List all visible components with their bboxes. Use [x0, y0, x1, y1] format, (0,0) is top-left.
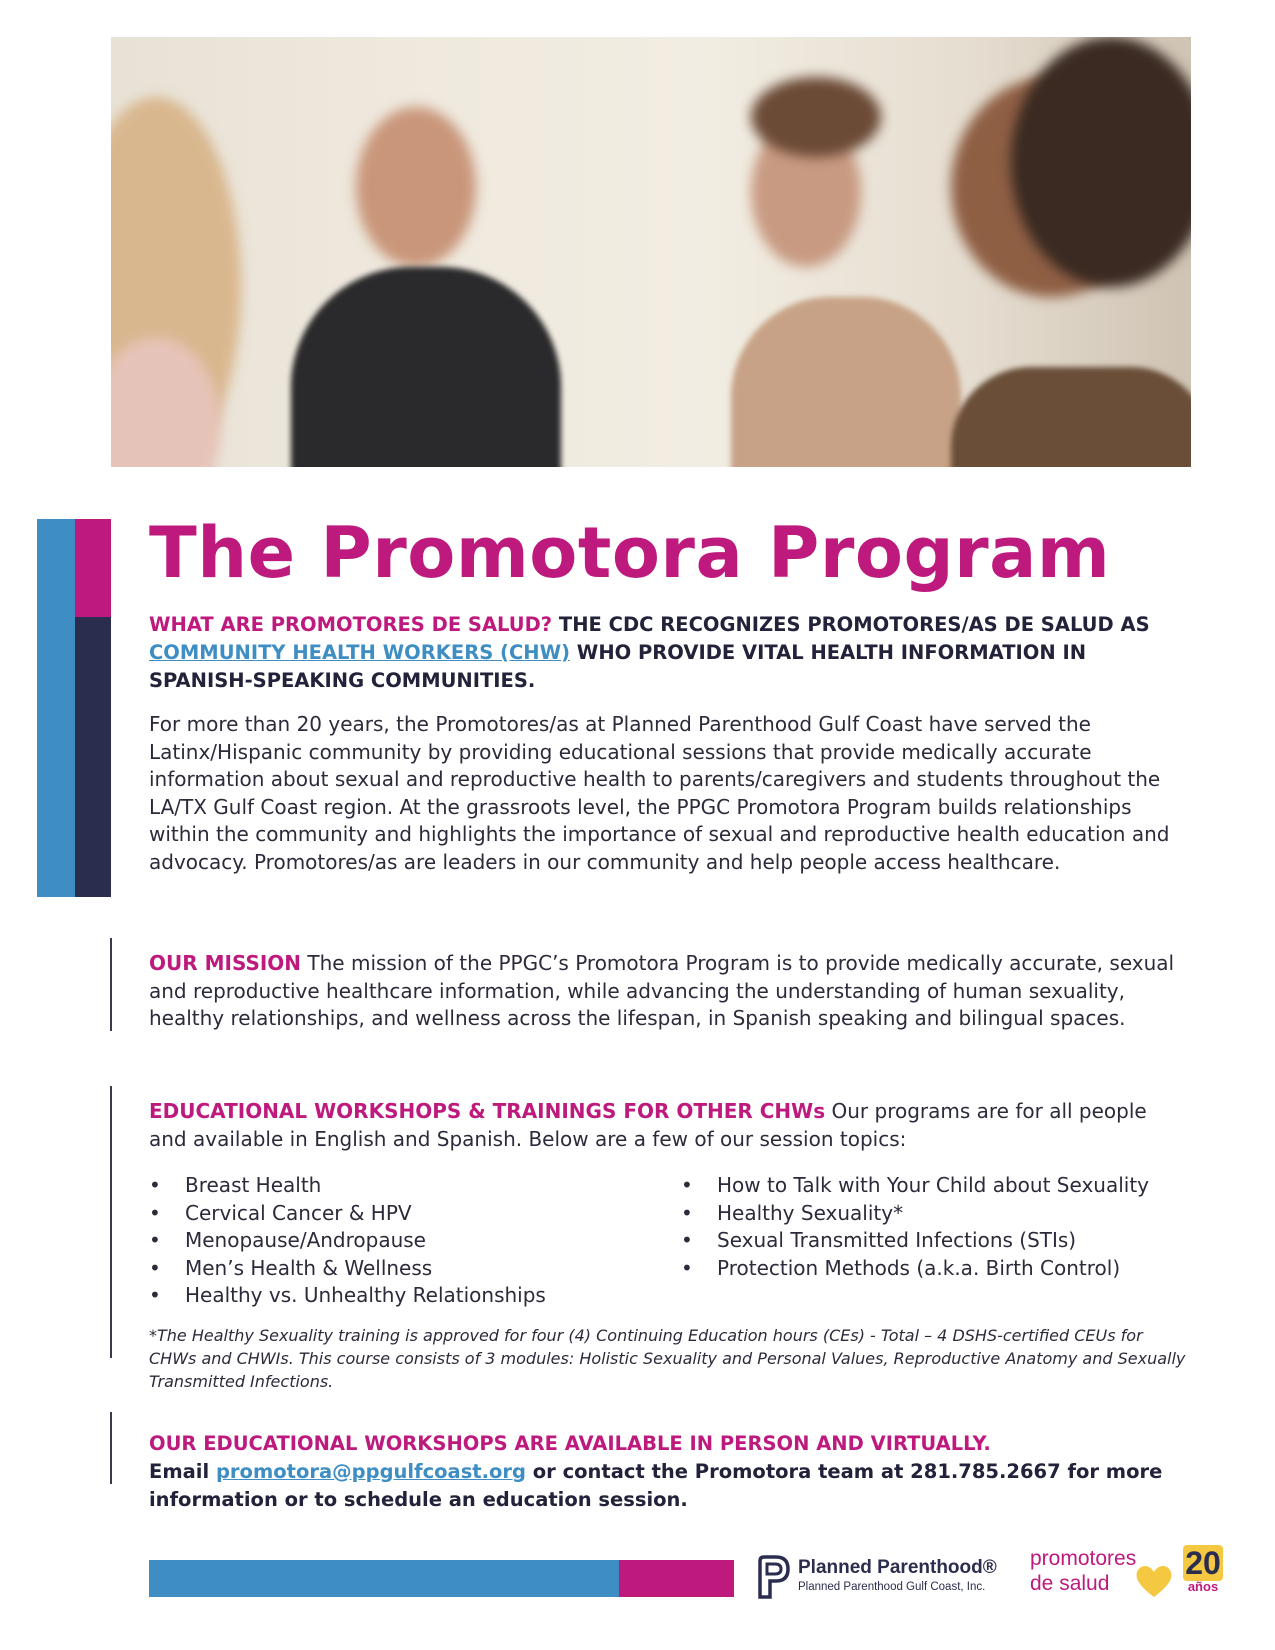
- anniversary-badge: [1178, 1546, 1228, 1606]
- hero-photo: [111, 37, 1191, 467]
- list-item: • Protection Methods (a.k.a. Birth Control): [681, 1255, 1149, 1283]
- anniversary-word: años: [1187, 1579, 1219, 1594]
- promotores-de-salud-logo: [1030, 1547, 1180, 1607]
- intro-question: WHAT ARE PROMOTORES DE SALUD?: [149, 613, 553, 636]
- ps-line2: de salud: [1030, 1572, 1110, 1595]
- planned-parenthood-logo: [758, 1553, 1018, 1603]
- page-title: The Promotora Program: [149, 512, 1111, 594]
- accent-bar-blue: [37, 519, 75, 897]
- mission-label: OUR MISSION: [149, 951, 302, 975]
- session-topics: [149, 1172, 1189, 1312]
- accent-bar-navy: [75, 617, 111, 897]
- list-item: • Menopause/Andropause: [149, 1227, 546, 1255]
- email-link[interactable]: promotora@ppgulfcoast.org: [215, 1460, 526, 1483]
- list-item: • Healthy Sexuality*: [681, 1200, 1149, 1228]
- contact-post: or contact the Promotora team at 281.785.2667 for more information or to schedule an education session.: [149, 1460, 1163, 1511]
- footer-bar-blue: [149, 1560, 619, 1597]
- contact-pre: Email: [149, 1460, 216, 1483]
- list-item: • Sexual Transmitted Infections (STIs): [681, 1227, 1149, 1255]
- intro-text: THE CDC RECOGNIZES PROMOTORES/AS DE SALUD AS: [552, 613, 1150, 636]
- topics-list-right: [681, 1172, 1149, 1282]
- list-item: • Healthy vs. Unhealthy Relationships: [149, 1282, 546, 1310]
- divider-line: [110, 938, 112, 1031]
- pp-name: Planned Parenthood®: [798, 1557, 997, 1578]
- list-item: • Men’s Health & Wellness: [149, 1255, 546, 1283]
- anniversary-number: 20: [1185, 1545, 1221, 1581]
- contact-section: [149, 1430, 1189, 1514]
- workshops-section: [149, 1098, 1189, 1153]
- mission-section: [149, 950, 1189, 1033]
- list-item: • Cervical Cancer & HPV: [149, 1200, 546, 1228]
- list-item: • Breast Health: [149, 1172, 546, 1200]
- topics-list-left: [149, 1172, 546, 1310]
- body-paragraph: For more than 20 years, the Promotores/as at Planned Parenthood Gulf Coast have served the Latinx/Hispanic community by providing educational sessions that provide medically accurate information about sexual and reproductive health to parents/caregivers and students throughout the LA/TX Gulf Coast region. At the grassroots level, the PPGC Promotora Program builds relationships within the community and highlights the importance of sexual and reproductive health education and advocacy. Promotores/as are leaders in our community and help people access healthcare.: [149, 712, 1170, 874]
- planned-parenthood-icon: [758, 1555, 790, 1599]
- heart-icon: [1134, 1563, 1174, 1599]
- pp-subtitle: Planned Parenthood Gulf Coast, Inc.: [798, 1581, 986, 1593]
- list-item: • How to Talk with Your Child about Sexuality: [681, 1172, 1149, 1200]
- footnote: *The Healthy Sexuality training is approved for four (4) Continuing Education hours (CEs) - Total – 4 DSHS-certified CEUs for CHWs and CHWIs. This course consists of 3 modules: Holistic Sexuality and Personal Values, Reproductive Anatomy and Sexually Transmitted Infections.: [149, 1326, 1186, 1391]
- chw-link[interactable]: COMMUNITY HEALTH WORKERS (CHW): [149, 641, 571, 664]
- intro-heading: [149, 611, 1189, 695]
- divider-line: [110, 1412, 112, 1484]
- accent-bar-magenta: [75, 519, 111, 617]
- ps-line1: promotores: [1030, 1547, 1137, 1570]
- intro-text-end: WHO PROVIDE VITAL HEALTH INFORMATION IN SPANISH-SPEAKING COMMUNITIES.: [149, 641, 1087, 692]
- contact-headline: OUR EDUCATIONAL WORKSHOPS ARE AVAILABLE IN PERSON AND VIRTUALLY.: [149, 1432, 991, 1455]
- divider-line: [110, 1086, 112, 1358]
- mission-text: The mission of the PPGC’s Promotora Program is to provide medically accurate, sexual and reproductive healthcare information, while advancing the understanding of human sexuality, healthy relationships, and wellness across the lifespan, in Spanish speaking and bilingual spaces.: [149, 951, 1175, 1030]
- footer-bar-magenta: [619, 1560, 734, 1597]
- workshops-label: EDUCATIONAL WORKSHOPS & TRAININGS FOR OTHER CHWs: [149, 1099, 826, 1123]
- workshops-text: Our programs are for all people and available in English and Spanish. Below are a few of our session topics:: [149, 1099, 1147, 1151]
